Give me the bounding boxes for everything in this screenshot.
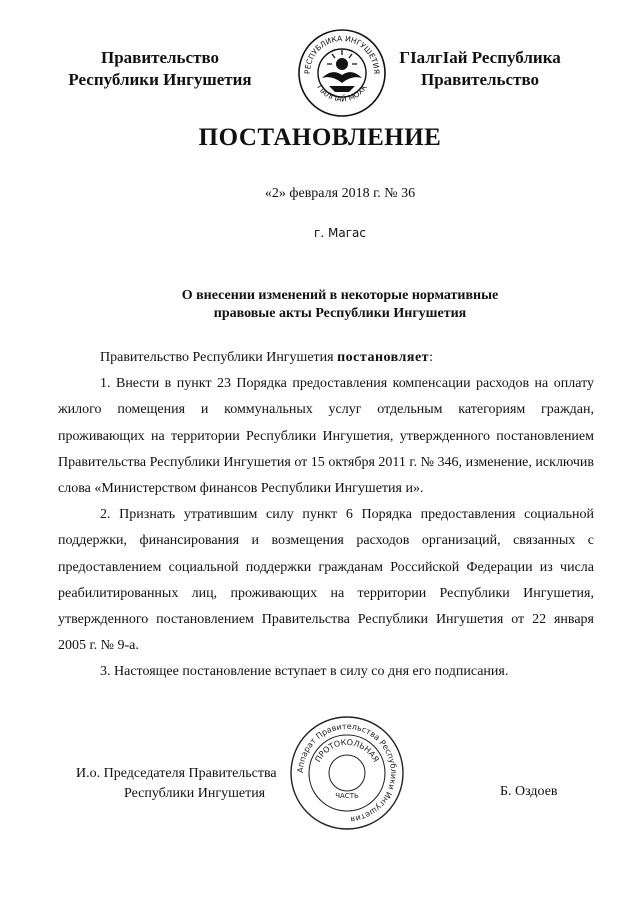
header-right-line1: ГIалгIай Республика bbox=[399, 48, 561, 67]
document-subject bbox=[0, 287, 640, 323]
signature-position-line1: И.о. Председателя Правительства bbox=[76, 766, 277, 781]
header-left-line1: Правительство bbox=[100, 48, 220, 67]
subject-line2: правовые акты Республики Ингушетия bbox=[213, 306, 467, 321]
intro-text: Правительство Республики Ингушетия bbox=[100, 350, 338, 365]
svg-text:ПРОТОКОЛЬНАЯ bbox=[313, 738, 380, 764]
emblem-text-top: РЕСПУБЛИКА ИНГУШЕТИЯ bbox=[302, 33, 382, 75]
stamp-outer-text: Аппарат Правительства Республики Ингушетия bbox=[295, 721, 399, 824]
body-item-2: 2. Признать утратившим силу пункт 6 Порядка предоставления социальной поддержки, финансирования и возмещения расходов организаций, связанных с предоставлением социальной поддержки гражданам Российской Федерации из числа реабилитированных лиц, проживающих на территории Республики Ингушетия, утвержденного постановлением Правительства Республики Ингушетия от 22 января 2005 г. № 9-а. bbox=[58, 507, 594, 654]
intro-bold: постановляет bbox=[337, 350, 430, 365]
body-intro bbox=[58, 345, 594, 371]
header-left-line2: Республики Ингушетия bbox=[68, 70, 252, 89]
document-city: г. Магас bbox=[314, 226, 366, 240]
intro-end: : bbox=[429, 350, 433, 365]
svg-text:ГIАЛГIАЙ МОХК bbox=[315, 82, 369, 103]
header-left bbox=[50, 47, 270, 91]
subject-line1: О внесении изменений в некоторые нормативные bbox=[181, 288, 499, 303]
stamp-inner-bottom: ЧАСТЬ bbox=[335, 792, 359, 800]
body-item-3: 3. Настоящее постановление вступает в силу со дня его подписания. bbox=[100, 664, 509, 680]
document-date-number: «2» февраля 2018 г. № 36 bbox=[264, 186, 416, 201]
body-item-1: 1. Внести в пункт 23 Порядка предоставления компенсации расходов на оплату жилого помещения и коммунальных услуг отдельным категориям граждан, проживающих на территории Республики Ингушетия, утвержденного постановлением Правительства Республики Ингушетия от 15 октября 2011 г. № 346, изменение, исключив слова «Министерством финансов Республики Ингушетия и». bbox=[58, 376, 594, 497]
stamp-inner-top: ПРОТОКОЛЬНАЯ bbox=[313, 737, 381, 764]
svg-text:Аппарат Правительства Республи bbox=[296, 722, 398, 824]
document-title: ПОСТАНОВЛЕНИЕ bbox=[198, 124, 442, 151]
signature-name: Б. Оздоев bbox=[500, 784, 558, 799]
header-right bbox=[370, 47, 590, 91]
document-body bbox=[58, 345, 594, 686]
emblem-text-bottom: ГIАЛГIАЙ МОХК bbox=[315, 82, 369, 104]
header-right-line2: Правительство bbox=[420, 70, 540, 89]
signature-position-line2: Республики Ингушетия bbox=[124, 786, 266, 801]
official-stamp-icon bbox=[287, 713, 407, 833]
